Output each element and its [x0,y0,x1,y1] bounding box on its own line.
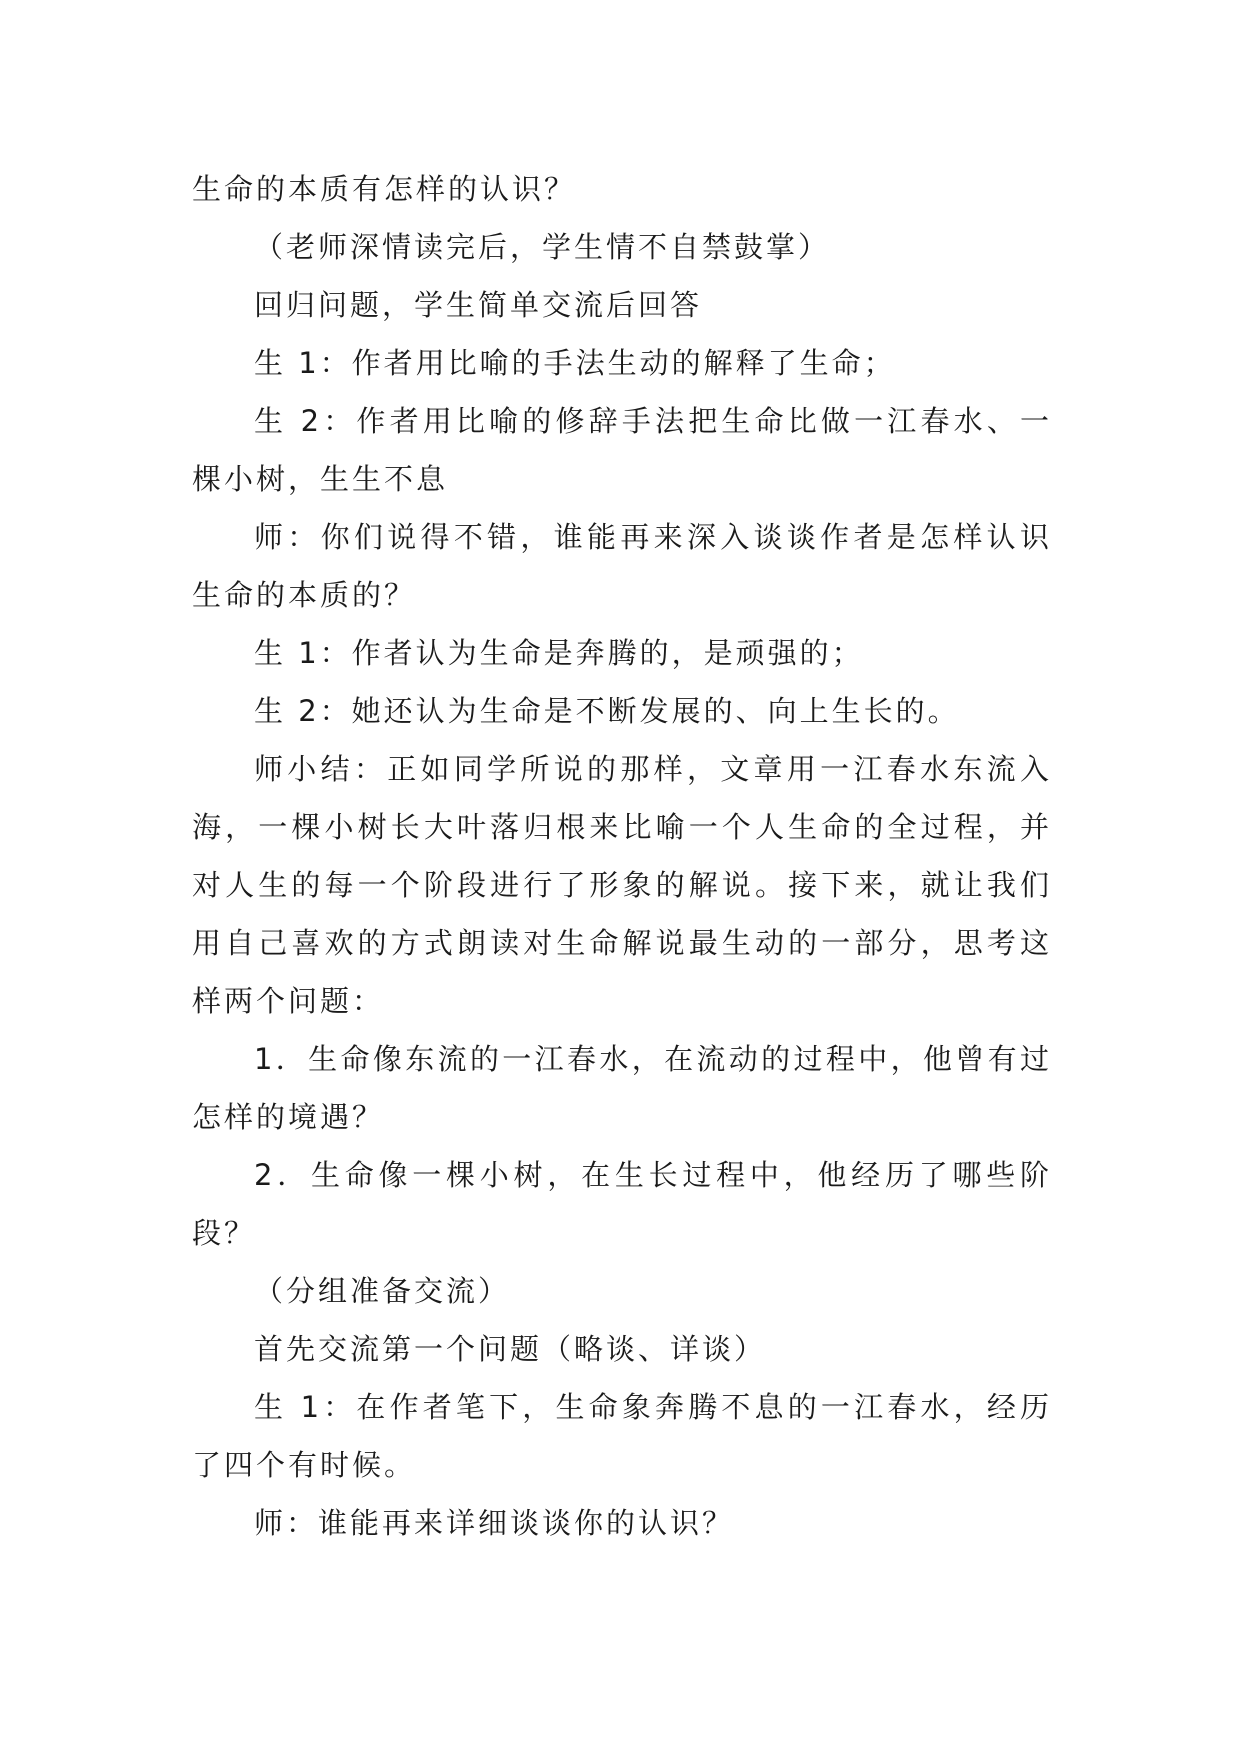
paragraph-14: 生 1：在作者笔下，生命象奔腾不息的一江春水，经历了四个有时候。 [192,1390,1052,1482]
paragraph-7: 生 1：作者认为生命是奔腾的，是顽强的； [254,636,864,670]
document-body [192,160,1052,1552]
paragraph-11: 2．生命像一棵小树，在生长过程中，他经历了哪些阶段？ [192,1158,1052,1250]
paragraph-1: 生命的本质有怎样的认识？ [192,172,577,206]
paragraph-12: （分组准备交流） [254,1274,511,1308]
paragraph-3: 回归问题，学生简单交流后回答 [254,288,703,322]
paragraph-2: （老师深情读完后，学生情不自禁鼓掌） [254,230,831,264]
paragraph-5: 生 2：作者用比喻的修辞手法把生命比做一江春水、一棵小树，生生不息 [192,404,1052,496]
paragraph-8: 生 2：她还认为生命是不断发展的、向上生长的。 [254,694,960,728]
paragraph-6: 师：你们说得不错，谁能再来深入谈谈作者是怎样认识生命的本质的？ [192,520,1052,612]
paragraph-4: 生 1：作者用比喻的手法生动的解释了生命； [254,346,896,380]
paragraph-9: 师小结：正如同学所说的那样，文章用一江春水东流入海，一棵小树长大叶落归根来比喻一个人生命的全过程，并对人生的每一个阶段进行了形象的解说。接下来，就让我们用自己喜欢的方式朗读对生命解说最生动的一部分，思考这样两个问题： [192,752,1052,1018]
paragraph-10: 1．生命像东流的一江春水，在流动的过程中，他曾有过怎样的境遇？ [192,1042,1052,1134]
paragraph-13: 首先交流第一个问题（略谈、详谈） [254,1332,767,1366]
paragraph-15: 师：谁能再来详细谈谈你的认识？ [254,1506,735,1540]
